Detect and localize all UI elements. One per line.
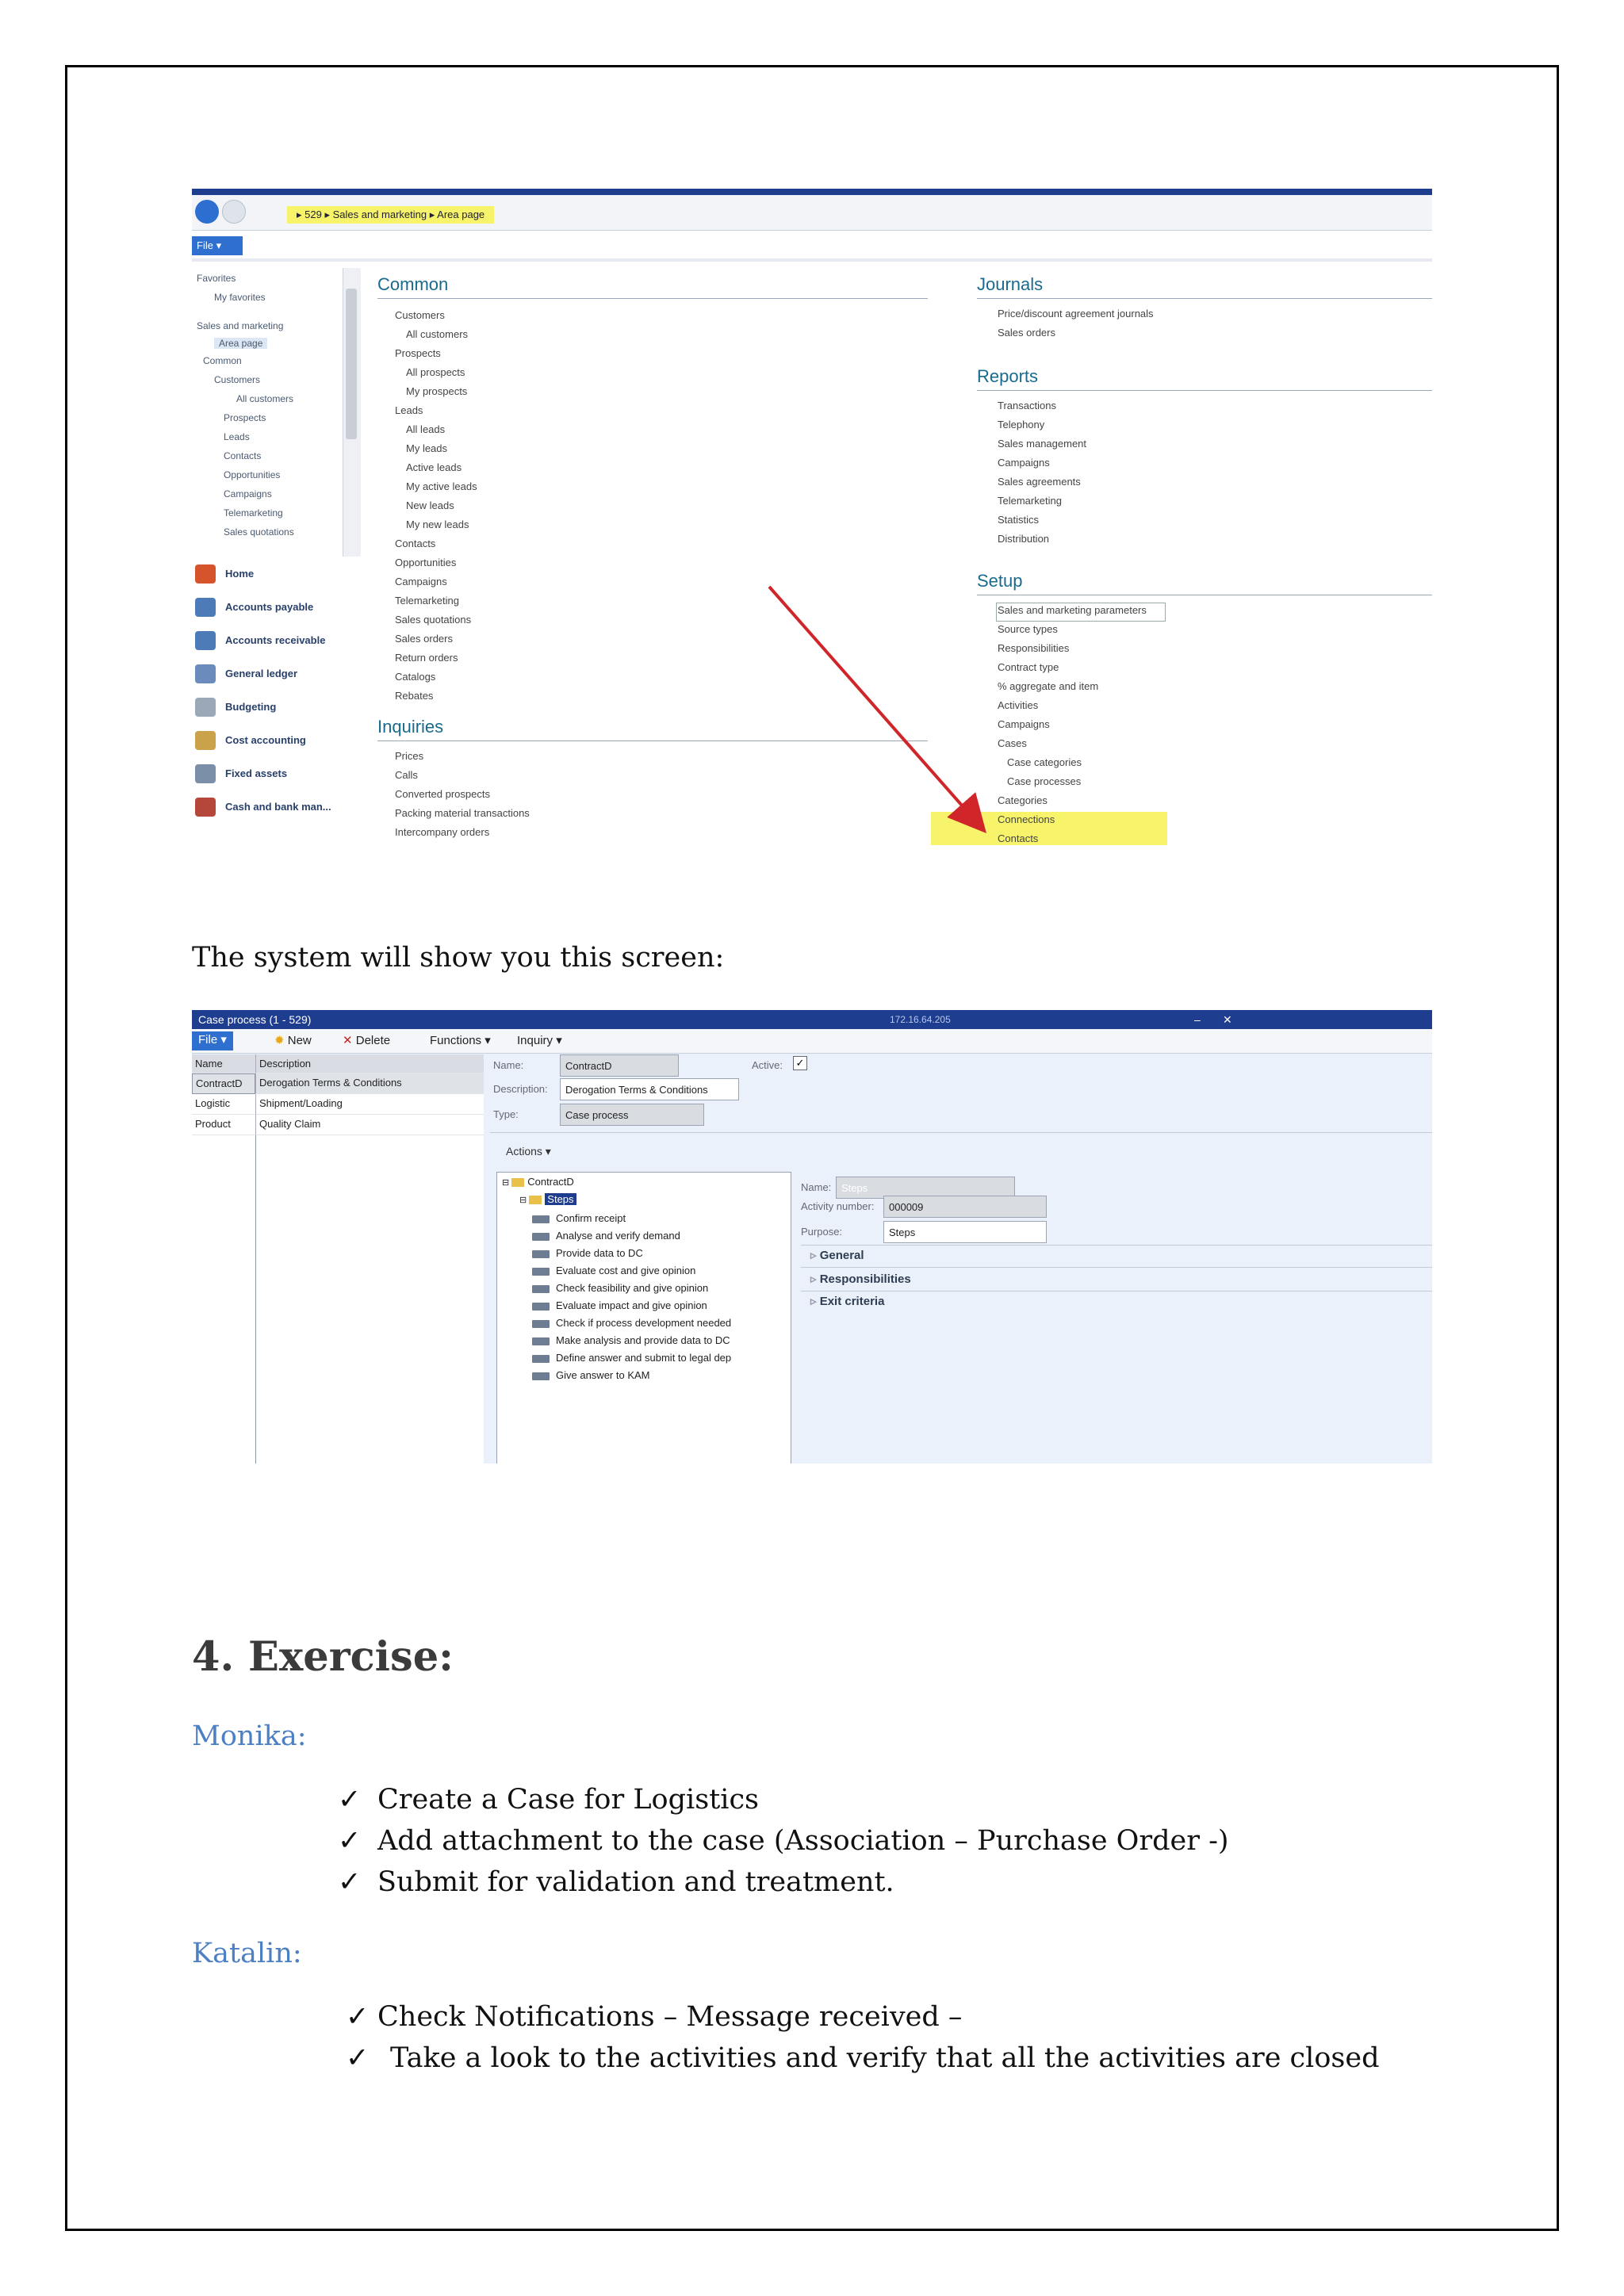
report-link[interactable]: Telemarketing [998,495,1062,507]
report-link[interactable]: Transactions [998,400,1056,411]
breadcrumb-company[interactable]: 529 [304,209,322,220]
detail-name-field[interactable]: Steps [836,1177,1015,1199]
accounts-receivable-icon [195,631,216,650]
tree-step[interactable]: Check if process development needed [556,1317,732,1329]
tree-step[interactable]: Make analysis and provide data to DC [556,1334,730,1346]
task-item: ✓ Take a look to the activities and verify that all the activities are closed [346,2042,1380,2074]
step-icon [532,1215,550,1223]
collapse-icon: ⊟ [519,1196,530,1205]
journals-heading: Journals [977,274,1044,294]
setup-link[interactable]: Responsibilities [998,642,1070,654]
folder-icon [529,1196,542,1204]
inquiry-prices[interactable]: Prices [395,750,424,762]
setup-link[interactable]: Sales and marketing parameters [998,604,1147,616]
common-link[interactable]: All prospects [406,366,465,378]
grid-column-divider [255,1135,256,1464]
report-link[interactable]: Sales management [998,438,1087,450]
fasttab-general[interactable]: ▹ General [810,1249,864,1262]
tree-step[interactable]: Evaluate cost and give opinion [556,1265,696,1276]
grid-header-description[interactable]: Description [255,1054,484,1073]
checkmark-icon: ✓ [346,2001,370,2033]
nav-prospects[interactable]: Prospects [224,412,266,423]
nav-sales-quotations[interactable]: Sales quotations [224,526,294,538]
grid-cell-name[interactable]: Product [192,1115,255,1135]
forward-button[interactable] [222,200,246,224]
setup-link[interactable]: Connections [998,813,1055,825]
checkmark-icon: ✓ [338,1866,362,1898]
accounts-payable-icon [195,598,216,617]
tree-step[interactable]: Analyse and verify demand [556,1230,680,1242]
minimize-icon[interactable]: – [1194,1013,1201,1026]
nav-favorites[interactable]: Favorites [197,273,236,284]
journal-sales-orders[interactable]: Sales orders [998,327,1055,339]
active-checkbox[interactable]: ✓ [793,1056,807,1070]
common-link[interactable]: Telemarketing [395,595,459,607]
breadcrumb[interactable] [287,206,494,224]
setup-link[interactable]: Activities [998,699,1039,711]
divider [801,1245,1432,1246]
task-item: ✓ Create a Case for Logistics [338,1784,760,1816]
common-link[interactable]: All leads [406,423,446,435]
task-item: ✓ Check Notifications – Message received – [346,2001,963,2033]
module-budgeting[interactable]: Budgeting [192,691,360,723]
divider [490,1132,1432,1133]
grid-cell-description[interactable]: Quality Claim [255,1115,484,1135]
window-title-bar [192,189,1432,195]
activity-number-label: Activity number: [801,1200,875,1212]
setup-link[interactable]: % aggregate and item [998,680,1099,692]
window-title-bar [192,1010,1432,1029]
nav-common[interactable]: Common [203,355,242,366]
step-icon [532,1320,550,1328]
common-link[interactable]: Opportunities [395,557,457,568]
area-page-screenshot [192,189,1432,845]
purpose-label: Purpose: [801,1226,843,1238]
type-field[interactable]: Case process [560,1104,704,1126]
tree-step[interactable]: Define answer and submit to legal dep [556,1352,732,1364]
report-link[interactable]: Sales agreements [998,476,1081,488]
report-link[interactable]: Campaigns [998,457,1050,469]
inquiry-intercompany-orders[interactable]: Intercompany orders [395,826,490,838]
common-link[interactable]: My leads [406,442,448,454]
active-label: Active: [752,1059,783,1071]
common-link[interactable]: Campaigns [395,576,447,587]
step-icon [532,1303,550,1311]
budgeting-icon [195,698,216,717]
common-link[interactable]: New leads [406,499,454,511]
step-icon [532,1285,550,1293]
tree-step[interactable]: Confirm receipt [556,1212,626,1224]
nav-sales-and-marketing[interactable]: Sales and marketing [197,320,284,331]
module-accounts-payable[interactable]: Accounts payable [192,591,360,623]
nav-campaigns[interactable]: Campaigns [224,488,272,499]
tree-step[interactable]: Evaluate impact and give opinion [556,1299,707,1311]
checkmark-icon: ✓ [338,1784,362,1816]
nav-area-page[interactable]: Area page [214,338,267,349]
area-page-content [363,265,1432,845]
tree-step[interactable]: Provide data to DC [556,1247,643,1259]
type-label: Type: [493,1108,519,1120]
setup-link[interactable]: Case categories [1007,756,1082,768]
journal-price-discount[interactable]: Price/discount agreement journals [998,308,1154,320]
inquiry-converted-prospects[interactable]: Converted prospects [395,788,490,800]
module-fixed-assets[interactable]: Fixed assets [192,758,360,790]
scrollbar-thumb[interactable] [346,289,357,439]
monika-label: Monika: [192,1720,307,1752]
setup-heading: Setup [977,571,1023,591]
module-cash-and-bank[interactable]: Cash and bank man... [192,791,360,823]
red-arrow-icon [363,265,1432,845]
setup-link[interactable]: Source types [998,623,1058,635]
nav-my-favorites[interactable]: My favorites [214,292,266,303]
back-button[interactable] [195,200,219,224]
step-icon [532,1233,550,1241]
expand-icon: ▹ [810,1249,820,1262]
new-button[interactable]: ✹ New [274,1034,312,1047]
common-link[interactable]: Contacts [395,538,436,549]
step-icon [532,1337,550,1345]
common-link[interactable]: Return orders [395,652,458,664]
grid-cell-description[interactable]: Shipment/Loading [255,1094,484,1115]
common-heading: Common [377,274,449,294]
nav-contacts[interactable]: Contacts [224,450,262,461]
case-process-grid [192,1054,484,1464]
step-icon [532,1268,550,1276]
katalin-label: Katalin: [192,1938,302,1969]
module-cost-accounting[interactable]: Cost accounting [192,725,360,756]
nav-opportunities[interactable]: Opportunities [224,469,281,480]
file-menu-button[interactable]: File ▾ [192,236,243,255]
delete-icon: ✕ [343,1034,356,1047]
reports-heading: Reports [977,366,1039,386]
actions-menu[interactable]: Actions ▾ [506,1145,551,1158]
cash-and-bank-icon [195,798,216,817]
expand-icon: ▹ [810,1295,820,1308]
inquiry-packing-material[interactable]: Packing material transactions [395,807,530,819]
tree-step[interactable]: Give answer to KAM [556,1369,650,1381]
common-link[interactable]: My new leads [406,519,469,530]
breadcrumb-arrow-icon: ▸ [429,209,438,220]
breadcrumb-arrow-icon: ▸ [297,209,305,220]
breadcrumb-arrow-icon: ▸ [324,209,333,220]
menu-bar [192,233,1432,262]
exercise-heading: 4. Exercise: [192,1633,454,1681]
tree-steps-folder[interactable]: ⊟ Steps [519,1193,576,1205]
folder-icon [511,1178,524,1187]
screen-caption: The system will show you this screen: [192,942,725,974]
new-icon: ✹ [274,1034,288,1047]
detail-name-label: Name: [801,1181,832,1193]
task-item: ✓ Add attachment to the case (Association – Purchase Order -) [338,1825,1229,1857]
module-accounts-receivable[interactable]: Accounts receivable [192,625,360,656]
close-icon[interactable]: ✕ [1223,1013,1232,1026]
tree-root[interactable]: ⊟ ContractD [502,1176,574,1188]
setup-link[interactable]: Cases [998,737,1027,749]
checkmark-icon: ✓ [346,2042,370,2074]
common-link[interactable]: Active leads [406,461,462,473]
toolbar [192,1029,1432,1054]
purpose-field[interactable]: Steps [883,1221,1047,1243]
inquiry-menu[interactable]: Inquiry ▾ [517,1034,562,1047]
divider [801,1267,1432,1268]
common-link[interactable]: Sales quotations [395,614,472,626]
activity-number-field[interactable]: 000009 [883,1196,1047,1218]
step-icon [532,1250,550,1258]
nav-leads[interactable]: Leads [224,431,250,442]
step-icon [532,1372,550,1380]
checkmark-icon: ✓ [338,1825,362,1857]
step-icon [532,1355,550,1363]
setup-link[interactable]: Case processes [1007,775,1082,787]
setup-link[interactable]: Campaigns [998,718,1050,730]
nav-all-customers[interactable]: All customers [236,393,294,404]
cost-accounting-icon [195,731,216,750]
home-icon [195,564,216,584]
functions-menu[interactable]: Functions ▾ [430,1034,491,1047]
report-link[interactable]: Distribution [998,533,1050,545]
setup-link[interactable]: Categories [998,794,1048,806]
common-link[interactable]: My active leads [406,480,477,492]
window-title: Case process (1 - 529) [198,1013,312,1026]
common-link[interactable]: All customers [406,328,469,340]
description-field[interactable]: Derogation Terms & Conditions [560,1078,739,1100]
general-ledger-icon [195,664,216,683]
address-bar [192,195,1432,231]
description-label: Description: [493,1083,548,1095]
fixed-assets-icon [195,764,216,783]
common-link[interactable]: Prospects [395,347,441,359]
nav-telemarketing[interactable]: Telemarketing [224,507,283,519]
inquiries-heading: Inquiries [377,717,444,737]
fasttab-responsibilities[interactable]: ▹ Responsibilities [810,1272,911,1286]
name-label: Name: [493,1059,524,1071]
report-link[interactable]: Statistics [998,514,1040,526]
common-link[interactable]: Customers [395,309,445,321]
name-field[interactable]: ContractD [560,1054,679,1077]
grid-cell-name[interactable]: ContractD [192,1073,255,1094]
tree-step[interactable]: Check feasibility and give opinion [556,1282,709,1294]
step-tree [496,1172,791,1464]
window-ip: 172.16.64.205 [890,1014,951,1025]
inquiry-calls[interactable]: Calls [395,769,418,781]
nav-scrollbar[interactable] [343,268,361,557]
breadcrumb-module[interactable]: Sales and marketing [332,209,427,220]
report-link[interactable]: Telephony [998,419,1045,430]
setup-link[interactable]: Contacts [998,832,1039,844]
breadcrumb-page[interactable]: Area page [437,209,485,220]
expand-icon: ▹ [810,1272,820,1286]
grid-header-name[interactable]: Name [192,1054,255,1073]
nav-customers[interactable]: Customers [214,374,261,385]
grid-cell-description[interactable]: Derogation Terms & Conditions [255,1073,484,1094]
setup-link[interactable]: Contract type [998,661,1059,673]
delete-button[interactable]: ✕ Delete [343,1034,391,1047]
grid-cell-name[interactable]: Logistic [192,1094,255,1115]
common-link[interactable]: Leads [395,404,423,416]
module-home[interactable]: Home [192,558,360,590]
fasttab-exit-criteria[interactable]: ▹ Exit criteria [810,1295,885,1308]
task-item: ✓ Submit for validation and treatment. [338,1866,894,1898]
collapse-icon: ⊟ [502,1178,512,1188]
divider [801,1291,1432,1292]
common-link[interactable]: Sales orders [395,633,453,645]
common-link[interactable]: My prospects [406,385,468,397]
common-link[interactable]: Catalogs [395,671,436,683]
case-process-screenshot [192,1010,1432,1464]
common-link[interactable]: Rebates [395,690,434,702]
module-general-ledger[interactable]: General ledger [192,658,360,690]
file-menu-button[interactable]: File ▾ [192,1031,233,1050]
